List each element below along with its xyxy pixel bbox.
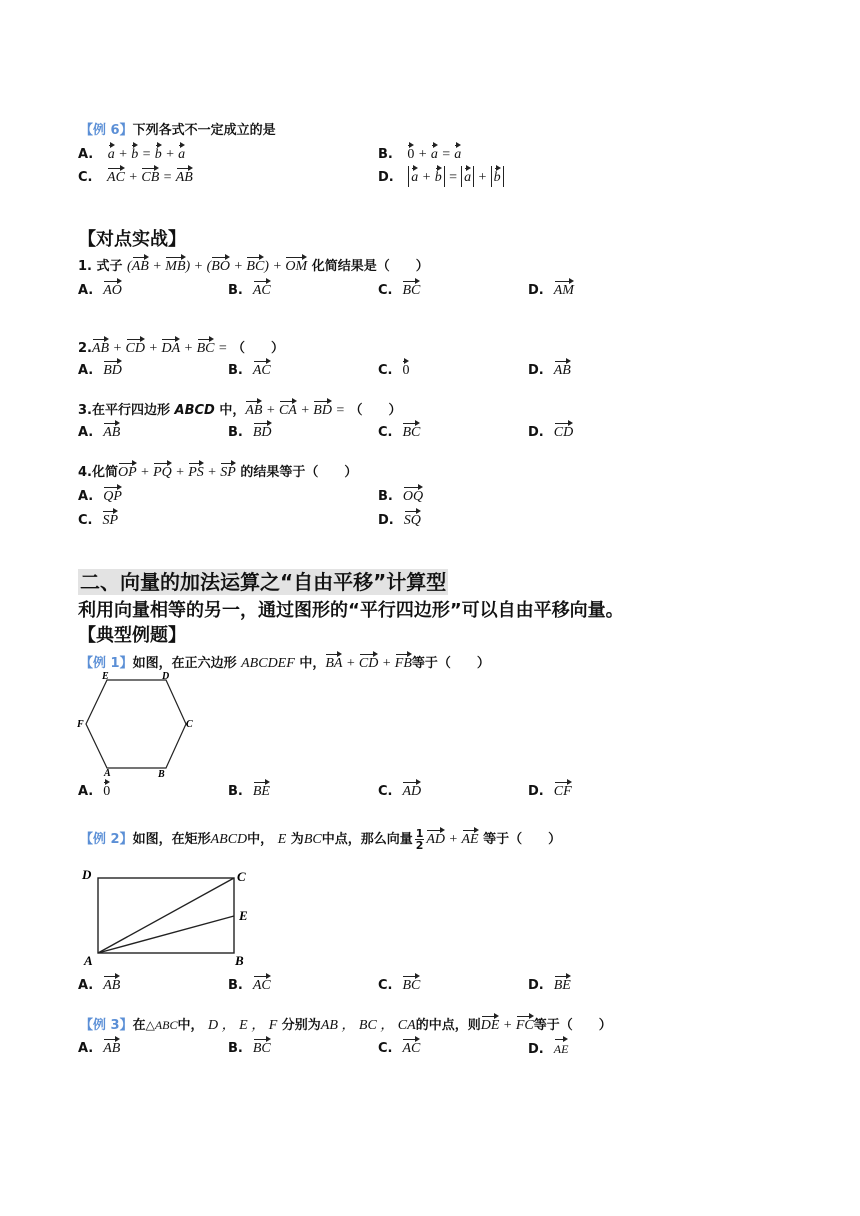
fraction: $\frac{1}{2}$ — [415, 827, 424, 852]
option-c: C. AD — [378, 780, 421, 801]
option-d: D. BE — [528, 974, 571, 995]
option-c: C. AC + CB = AB — [78, 166, 193, 187]
option-a: A. AB — [78, 974, 120, 995]
example-6-question — [80, 122, 276, 140]
hexagon-shape — [86, 680, 186, 768]
option-d: D. CD — [528, 421, 573, 442]
option-c: C. BC — [378, 279, 420, 300]
option-expr: a + b = a + b — [408, 170, 503, 185]
option-c: C. BC — [378, 421, 420, 442]
section-title: 二、向量的加法运算之“自由平移”计算型 — [80, 570, 447, 594]
practice-q1: 1. 式子 (AB + MB) + (BO + BC) + OM 化简结果是（ ） — [78, 255, 429, 276]
option-a: A. a + b = b + a — [78, 143, 185, 164]
option-expr: 0 + a = a — [407, 147, 461, 162]
vertex-label: C — [237, 869, 246, 884]
option-b: B. BC — [228, 1037, 271, 1058]
option-c: C. 0 — [378, 359, 409, 380]
segment-ae — [98, 916, 234, 953]
option-d: D. AM — [528, 279, 574, 300]
option-d: D. SQ — [378, 509, 421, 530]
option-a: A. AB — [78, 421, 120, 442]
option-d: D. CF — [528, 780, 572, 801]
example-2-question: 【例 2】如图，在矩形ABCD中， E 为BC中点，那么向量 $\frac{1}{2}$ AD + AE 等于（ ） — [80, 827, 562, 852]
question-text: 下列各式不一定成立的是 — [132, 123, 276, 138]
option-d: D. AE — [528, 1037, 568, 1059]
vertex-label: E — [239, 908, 248, 923]
option-c: C. SP — [78, 509, 118, 530]
example-3-question: 【例 3】在△ABC中， D ， E ， F 分别为AB ， BC ， CA的中点，则DE + FC等于（ ） — [80, 1014, 612, 1035]
typical-examples-heading: 【典型例题】 — [78, 625, 186, 646]
option-expr: a + b = b + a — [108, 147, 185, 162]
vertex-label: C — [186, 719, 193, 730]
option-b: B. AC — [228, 974, 271, 995]
option-b: B. OQ — [378, 485, 423, 506]
vertex-label: B — [158, 769, 165, 780]
section-description: 利用向量相等的另一，通过图形的“平行四边形”可以自由平移向量。 — [78, 600, 624, 621]
vertex-label: D — [162, 671, 170, 682]
option-c: C. AC — [378, 1037, 420, 1058]
example-label: 【例 6】 — [80, 123, 133, 138]
diagonal-ac — [98, 878, 234, 953]
practice-q2: 2.AB + CD + DA + BC = （ ） — [78, 337, 284, 358]
rectangle-figure — [80, 866, 260, 968]
vertex-label: B — [235, 953, 244, 968]
option-d: D. a + b = a + b — [378, 166, 504, 187]
example-1-question: 【例 1】如图，在正六边形 ABCDEF 中，BA + CD + FB等于（ ） — [80, 652, 490, 673]
option-b: B. 0 + a = a — [378, 143, 461, 164]
option-b: B. BE — [228, 780, 270, 801]
option-a: A. QP — [78, 485, 122, 506]
vertex-label: A — [84, 953, 93, 968]
hexagon-figure — [74, 670, 198, 782]
vertex-label: A — [104, 768, 111, 779]
vertex-label: D — [82, 867, 92, 882]
option-a: A. 0 — [78, 780, 110, 801]
option-a: A. AO — [78, 279, 122, 300]
option-a: A. AB — [78, 1037, 120, 1058]
practice-q3: 3.在平行四边形 ABCD 中，AB + CA + BD = （ ） — [78, 399, 401, 420]
vertex-label: F — [77, 719, 84, 730]
practice-q4: 4.化简OP + PQ + PS + SP 的结果等于（ ） — [78, 461, 357, 482]
option-expr: AC + CB = AB — [107, 170, 193, 185]
option-b: B. AC — [228, 279, 271, 300]
practice-heading: 【对点实战】 — [78, 229, 186, 250]
option-a: A. BD — [78, 359, 122, 380]
option-b: B. BD — [228, 421, 272, 442]
option-c: C. BC — [378, 974, 420, 995]
option-b: B. AC — [228, 359, 271, 380]
option-d: D. AB — [528, 359, 571, 380]
vertex-label: E — [102, 671, 109, 682]
